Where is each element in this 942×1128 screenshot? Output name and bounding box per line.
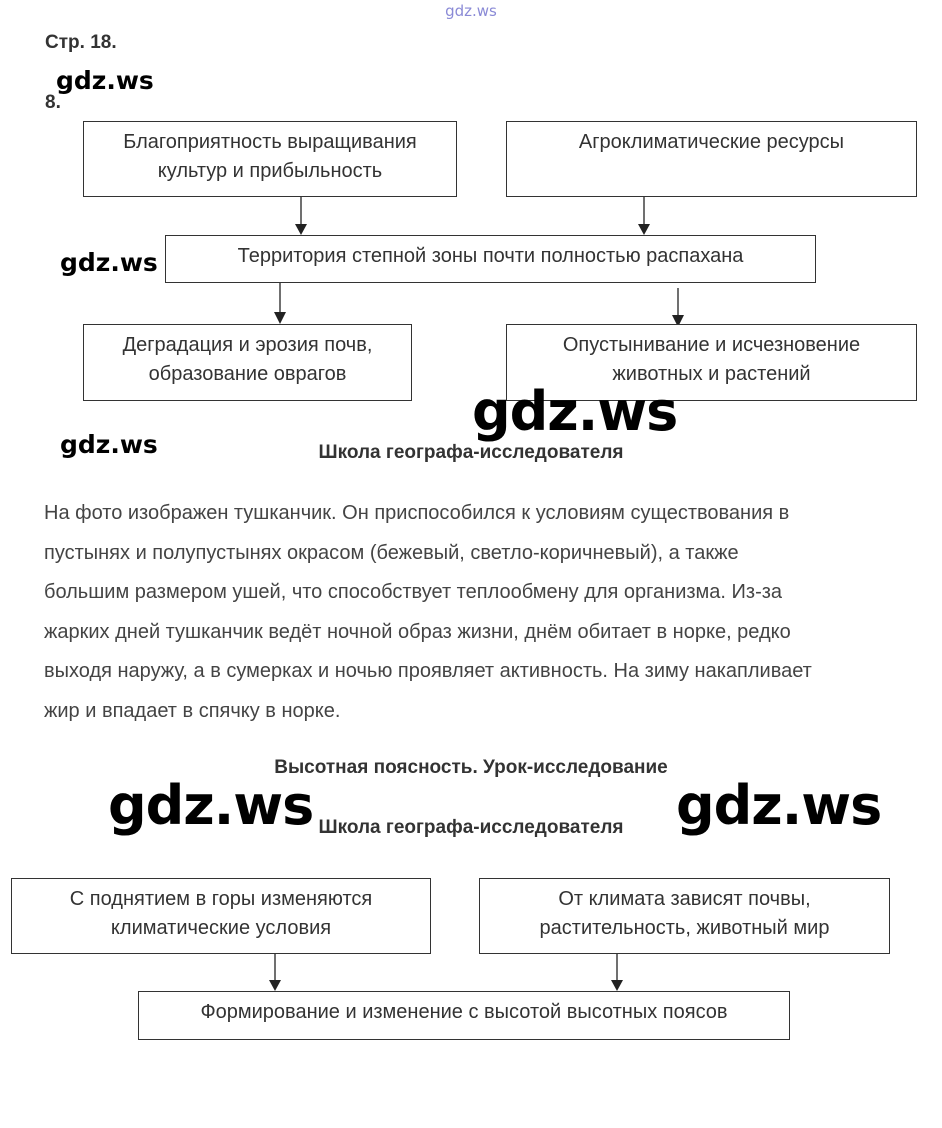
box-mountains-line-2: климатические условия xyxy=(110,917,332,939)
jerboa-paragraph xyxy=(44,494,939,732)
arrow-down-icon xyxy=(273,283,287,327)
box-degradation-line-1: Деградация и эрозия почв, xyxy=(122,334,373,356)
paragraph-line: жарких дней тушканчик ведёт ночной образ жизни, днём обитает в норке, редко xyxy=(44,620,791,643)
box-territory xyxy=(165,235,816,283)
arrow-down-icon xyxy=(610,954,624,994)
paragraph-line: На фото изображен тушканчик. Он приспособился к условиям существования в xyxy=(44,502,790,524)
arrow-down-icon xyxy=(294,197,308,237)
heading-school-1: Школа географа-исследователя xyxy=(318,442,624,463)
watermark: gdz.ws xyxy=(60,430,158,459)
box-territory-line-1: Территория степной зоны почти полностью распахана xyxy=(237,245,744,267)
heading-school-2: Школа географа-исследователя xyxy=(318,817,624,838)
box-desertification-line-1: Опустынивание и исчезновение xyxy=(562,334,861,356)
watermark: gdz.ws xyxy=(676,774,882,837)
watermark: gdz.ws xyxy=(472,380,678,443)
heading-lesson: Высотная поясность. Урок-исследование xyxy=(274,757,668,778)
arrow-down-icon xyxy=(268,954,282,994)
box-degradation xyxy=(83,324,412,401)
watermark: gdz.ws xyxy=(60,248,158,277)
box-favorability-line-1: Благоприятность выращивания xyxy=(123,131,417,153)
box-climate-line-2: растительность, животный мир xyxy=(539,917,830,939)
page-label: Стр. 18. xyxy=(45,32,117,53)
paragraph-line: выходя наружу, а в сумерках и ночью проявляет активность. На зиму накапливает xyxy=(44,660,812,683)
task-number: 8. xyxy=(45,92,61,113)
watermark: gdz.ws xyxy=(108,774,314,837)
paragraph-line: большим размером ушей, что способствует теплообмену для организма. Из-за xyxy=(44,581,783,604)
top-watermark: gdz.ws xyxy=(445,2,497,20)
paragraph-line: жир и впадает в спячку в норке. xyxy=(44,699,341,722)
box-climate xyxy=(479,878,890,954)
paragraph-line: пустынях и полупустынях окрасом (бежевый, светло-коричневый), а также xyxy=(44,541,739,564)
box-favorability-line-2: культур и прибыльность xyxy=(157,160,383,182)
watermark: gdz.ws xyxy=(56,66,154,95)
box-desertification-line-2: животных и растений xyxy=(612,363,811,385)
box-mountains xyxy=(11,878,431,954)
box-degradation-line-2: образование оврагов xyxy=(148,363,347,385)
box-climate-line-1: От климата зависят почвы, xyxy=(558,888,811,910)
box-agro-resources xyxy=(506,121,917,197)
box-altitude-zones xyxy=(138,991,790,1040)
box-favorability xyxy=(83,121,457,197)
box-altitude-zones-line-1: Формирование и изменение с высотой высотных поясов xyxy=(200,1001,728,1023)
box-agro-resources-line-1: Агроклиматические ресурсы xyxy=(578,131,845,153)
box-mountains-line-1: С поднятием в горы изменяются xyxy=(69,888,373,910)
arrow-down-icon xyxy=(637,197,651,237)
